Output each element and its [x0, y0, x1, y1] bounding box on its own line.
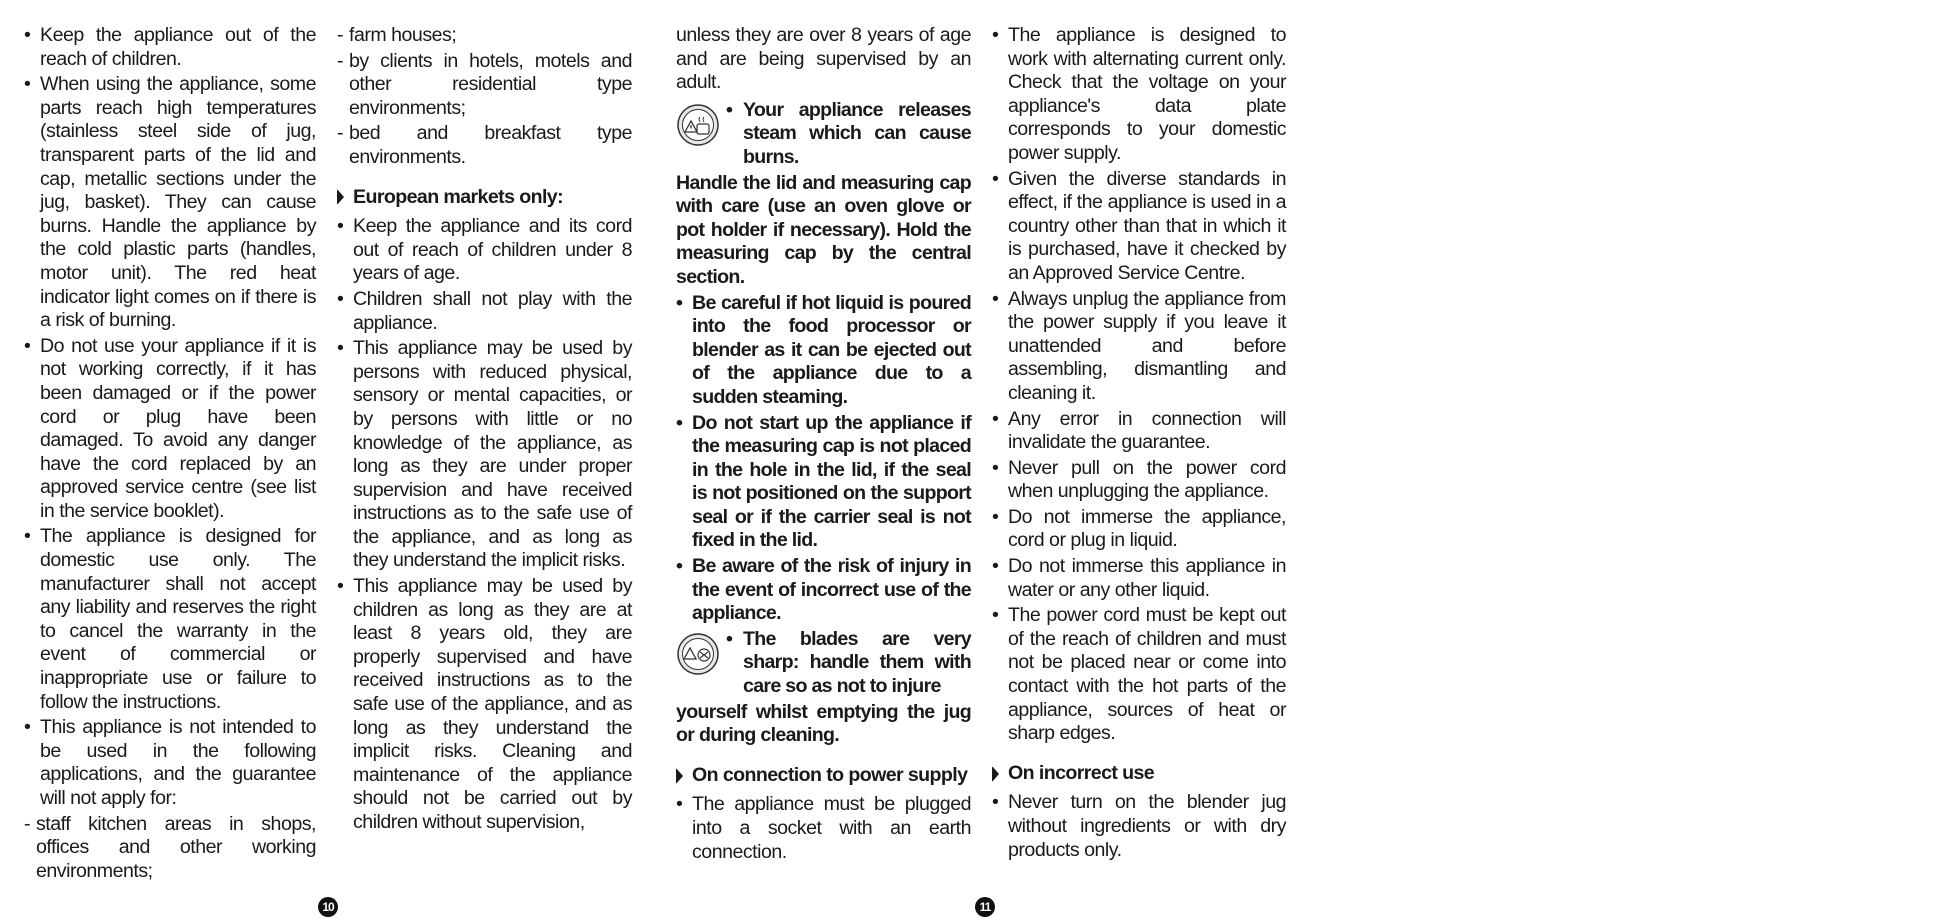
section-heading-european-markets [337, 186, 632, 210]
safety-bullet: • Do not use your appliance if it is not working correctly, if it has been damaged or if the power cord or plug have been damaged. To avoid any danger have the cord replaced by an approved service centre (see list in the service booklet). [24, 335, 316, 524]
exclusion-dash-item: - bed and breakfast type environments. [337, 122, 632, 169]
column-2 [337, 24, 632, 837]
section-marker-icon [337, 189, 344, 205]
exclusion-dash-item: - by clients in hotels, motels and other residential type environments; [337, 50, 632, 121]
safety-bullet: • This appliance may be used by persons with reduced physical, sensory or mental capacities, or by persons with little or no knowledge of the appliance, as long as they are under proper supervision and have received instructions as to the safe use of the appliance, and as long as they understand the implicit risks. [337, 337, 632, 573]
exclusion-dash-item: - staff kitchen areas in shops, offices and other working environments; [24, 813, 316, 884]
column-1 [24, 24, 316, 885]
safety-bullet-bold: • Be aware of the risk of injury in the event of incorrect use of the appliance. [676, 555, 971, 626]
safety-bullet: • Given the diverse standards in effect, if the appliance is used in a country other than that in which it is purchased, have it checked by an Approved Service Centre. [992, 168, 1286, 286]
safety-bullet: • Children shall not play with the appliance. [337, 288, 632, 335]
section-heading-power-supply [676, 764, 971, 788]
exclusion-dash-item: - farm houses; [337, 24, 632, 48]
safety-bullet: • When using the appliance, some parts reach high temperatures (stainless steel side of jug, transparent parts of the lid and cap, metallic sections under the jug, basket). They can cause burns. Handle the appliance by the cold plastic parts (handles, motor unit). The red heat indicator light comes on if there is a risk of burning. [24, 73, 316, 333]
steam-warning-text: • Your appliance releases steam which can cause burns. [726, 99, 971, 170]
safety-bullet: • This appliance is not intended to be used in the following applications, and the guarantee will not apply for: [24, 716, 316, 810]
safety-bullet-bold: • Be careful if hot liquid is poured into the food processor or blender as it can be ejected out of the appliance due to a sudden steaming. [676, 292, 971, 410]
blade-warning-block [676, 628, 971, 699]
steam-warning-block [676, 99, 971, 170]
section-marker-icon [676, 768, 683, 784]
safety-bullet: • Keep the appliance and its cord out of reach of children under 8 years of age. [337, 215, 632, 286]
steam-warning-continued: Handle the lid and measuring cap with care (use an oven glove or pot holder if necessary). Hold the measuring cap by the central section. [676, 171, 971, 288]
blade-warning-text: • The blades are very sharp: handle them with care so as not to injure [726, 628, 971, 699]
safety-bullet: • Never pull on the power cord when unplugging the appliance. [992, 457, 1286, 504]
page-number-right: 11 [975, 897, 995, 917]
section-heading-text: European markets only: [353, 185, 564, 208]
section-heading-text: On incorrect use [1008, 761, 1155, 784]
safety-bullet: • Keep the appliance out of the reach of children. [24, 24, 316, 71]
safety-bullet: • The appliance is designed for domestic use only. The manufacturer shall not accept any liability and reserves the right to cancel the warranty in the event of commercial or inappropriate use or failure to follow the instructions. [24, 525, 316, 714]
sharp-blade-warning-icon [676, 632, 720, 676]
section-marker-icon [992, 766, 999, 782]
steam-burn-warning-icon [676, 103, 720, 147]
blade-warning-continued: yourself whilst emptying the jug or during cleaning. [676, 700, 971, 747]
continued-text: unless they are over 8 years of age and are being supervised by an adult. [676, 24, 971, 94]
section-heading-incorrect-use [992, 762, 1286, 786]
safety-bullet: • Never turn on the blender jug without ingredients or with dry products only. [992, 791, 1286, 862]
safety-bullet: • Always unplug the appliance from the power supply if you leave it unattended and before assembling, dismantling and cleaning it. [992, 288, 1286, 406]
safety-bullet: • The power cord must be kept out of the reach of children and must not be placed near or come into contact with the hot parts of the appliance, sources of heat or sharp edges. [992, 604, 1286, 746]
section-heading-text: On connection to power supply [692, 763, 968, 786]
column-3 [676, 24, 971, 866]
page-number-left: 10 [318, 897, 338, 917]
safety-bullet: • Do not immerse this appliance in water or any other liquid. [992, 555, 1286, 602]
safety-bullet: • The appliance must be plugged into a socket with an earth connection. [676, 793, 971, 864]
safety-bullet-bold: • Do not start up the appliance if the measuring cap is not placed in the hole in the lid, if the seal is not positioned on the support seal or if the carrier seal is not fixed in the lid. [676, 412, 971, 554]
safety-bullet: • This appliance may be used by children as long as they are at least 8 years old, they are properly supervised and have received instructions as to the safe use of the appliance, and as long as they understand the implicit risks. Cleaning and maintenance of the appliance should not be carried out by children without supervision, [337, 575, 632, 835]
safety-bullet: • Any error in connection will invalidate the guarantee. [992, 408, 1286, 455]
safety-bullet: • Do not immerse the appliance, cord or plug in liquid. [992, 506, 1286, 553]
column-4 [992, 24, 1286, 864]
safety-bullet: • The appliance is designed to work with alternating current only. Check that the voltage on your appliance's data plate corresponds to your domestic power supply. [992, 24, 1286, 166]
